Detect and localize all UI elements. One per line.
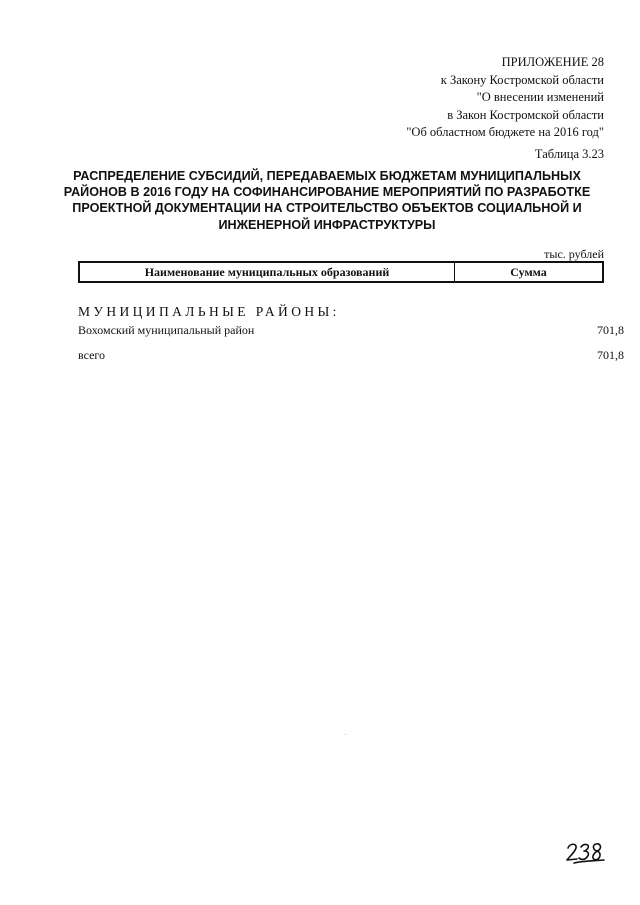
handwritten-page-number (564, 840, 608, 866)
title-line: ПРОЕКТНОЙ ДОКУМЕНТАЦИИ НА СТРОИТЕЛЬСТВО ОБЪЕКТОВ СОЦИАЛЬНОЙ И (72, 201, 582, 216)
document-title (60, 168, 594, 233)
units-label: тыс. рублей (544, 247, 604, 261)
appendix-header (406, 54, 604, 142)
row-name: всего (78, 348, 106, 362)
column-header-sum: Сумма (510, 265, 547, 279)
appendix-title: ПРИЛОЖЕНИЕ 28 (501, 55, 604, 69)
title-line: ИНЖЕНЕРНОЙ ИНФРАСТРУКТУРЫ (218, 217, 436, 232)
appendix-law-ref: к Закону Костромской области (440, 72, 604, 87)
scan-speck (345, 734, 346, 735)
section-label: МУНИЦИПАЛЬНЫЕ РАЙОНЫ: (78, 304, 340, 319)
appendix-law-amend: "О внесении изменений (476, 90, 604, 105)
row-value: 701,8 (597, 323, 624, 337)
row-name: Вохомский муниципальный район (78, 323, 255, 337)
table-number: Таблица 3.23 (534, 147, 604, 161)
column-header-name: Наименование муниципальных образований (80, 263, 455, 281)
table-header (78, 261, 604, 283)
row-value: 701,8 (597, 348, 624, 362)
appendix-budget-law: "Об областном бюджете на 2016 год" (406, 125, 604, 140)
appendix-law-name: в Закон Костромской области (447, 107, 604, 122)
title-line: РАСПРЕДЕЛЕНИЕ СУБСИДИЙ, ПЕРЕДАВАЕМЫХ БЮДЖЕТАМ МУНИЦИПАЛЬНЫХ (73, 169, 581, 183)
title-line: РАЙОНОВ В 2016 ГОДУ НА СОФИНАНСИРОВАНИЕ МЕРОПРИЯТИЙ ПО РАЗРАБОТКЕ (63, 185, 591, 200)
